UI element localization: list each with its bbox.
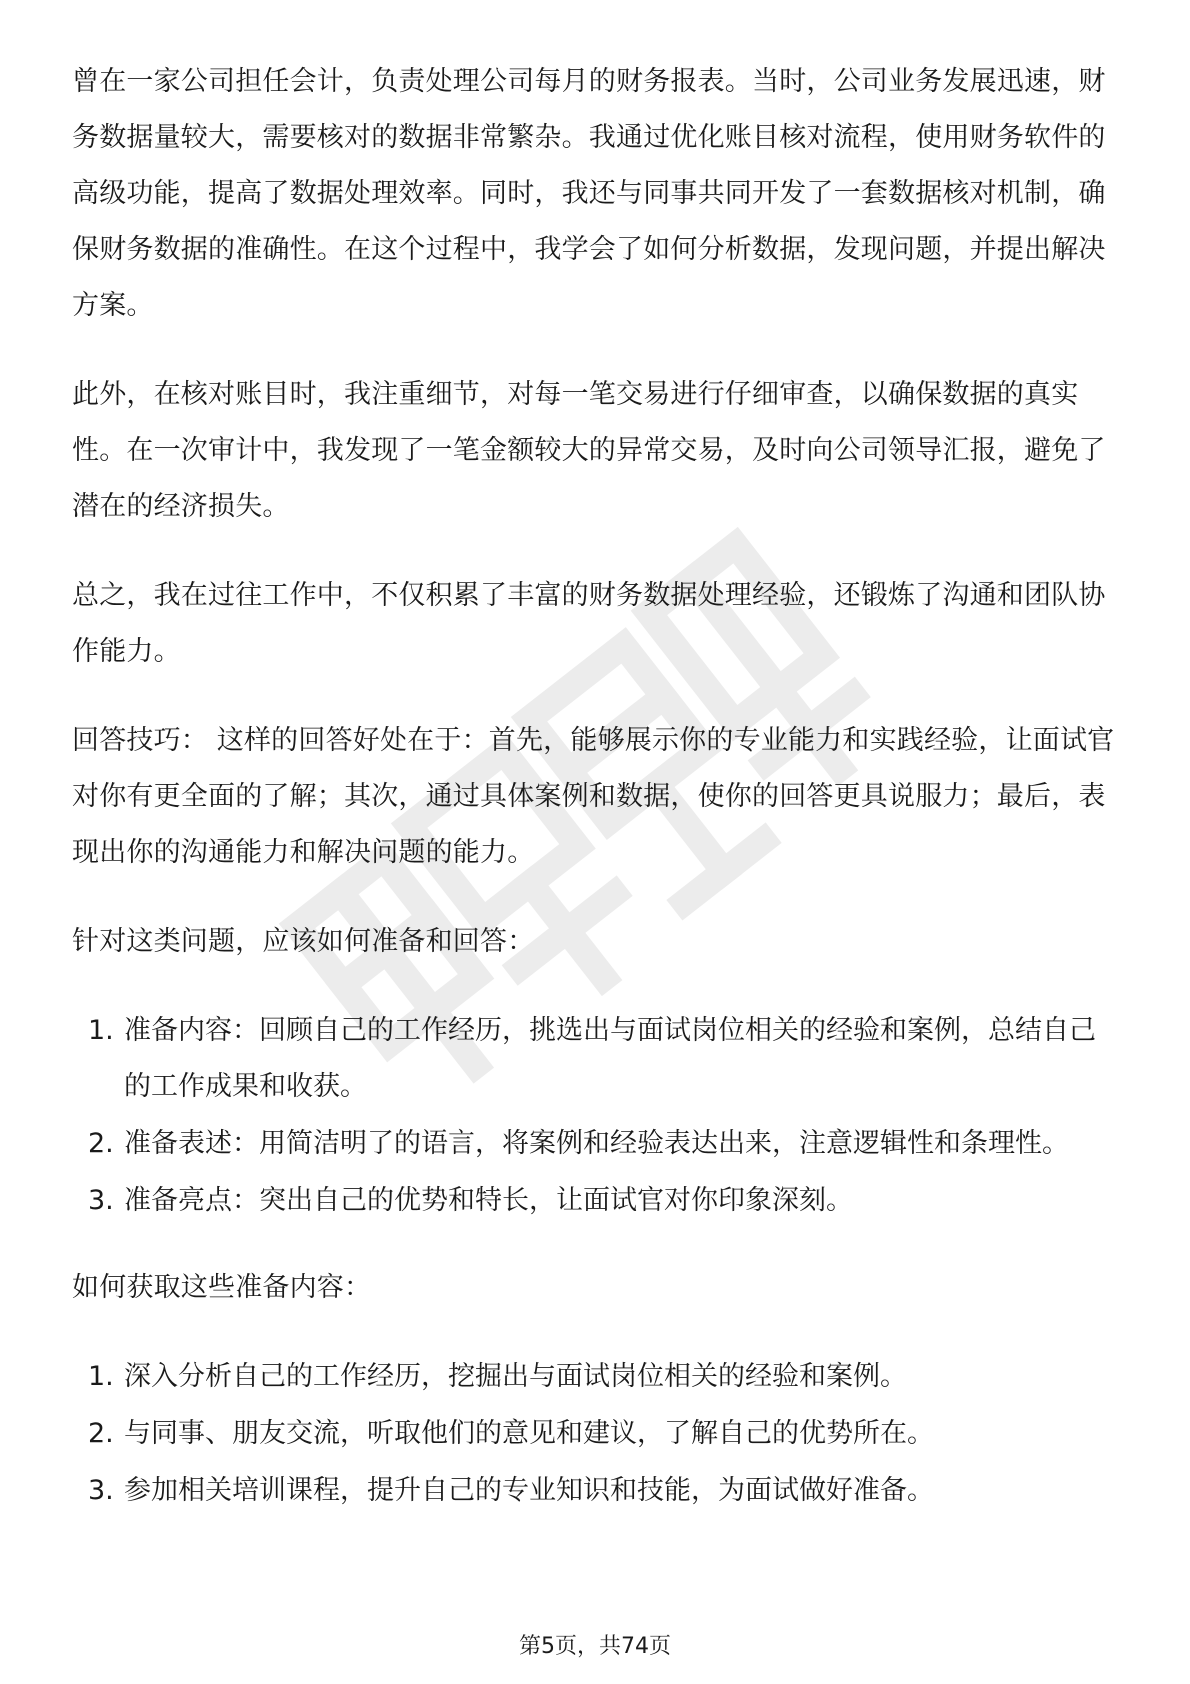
paragraph-answer-tips: 回答技巧： 这样的回答好处在于：首先，能够展示你的专业能力和实践经验，让面试官对你有更全面的了解；其次，通过具体案例和数据，使你的回答更具说服力；最后，表现出你的沟通能力和解决问题的能力。 [72, 725, 1115, 868]
list-item [72, 1173, 1118, 1229]
list-number: 1. [88, 1361, 114, 1392]
paragraph-how-to-obtain: 如何获取这些准备内容： [72, 1272, 372, 1303]
list-number: 2. [88, 1418, 114, 1449]
list-item-text: 深入分析自己的工作经历，挖掘出与面试岗位相关的经验和案例。 [124, 1361, 907, 1392]
list-item [72, 1349, 1118, 1405]
list-item-text: 准备内容：回顾自己的工作经历，挑选出与面试岗位相关的经验和案例，总结自己的工作成果和收获。 [124, 1015, 1096, 1102]
prepare-list [72, 1003, 1118, 1229]
list-number: 3. [88, 1475, 114, 1506]
list-item-text: 与同事、朋友交流，听取他们的意见和建议，了解自己的优势所在。 [124, 1418, 934, 1449]
list-number: 3. [88, 1185, 114, 1216]
paragraph-detail: 此外，在核对账目时，我注重细节，对每一笔交易进行仔细审查，以确保数据的真实性。在一次审计中，我发现了一笔金额较大的异常交易，及时向公司领导汇报，避免了潜在的经济损失。 [72, 379, 1106, 522]
page-number-footer: 第5页，共74页 [519, 1634, 671, 1659]
list-item [72, 1463, 1118, 1519]
list-item-text: 准备亮点：突出自己的优势和特长，让面试官对你印象深刻。 [124, 1185, 853, 1216]
list-number: 1. [88, 1015, 114, 1046]
list-number: 2. [88, 1128, 114, 1159]
paragraph-experience: 曾在一家公司担任会计，负责处理公司每月的财务报表。当时，公司业务发展迅速，财务数据量较大，需要核对的数据非常繁杂。我通过优化账目核对流程，使用财务软件的高级功能，提高了数据处理效率。同时，我还与同事共同开发了一套数据核对机制，确保财务数据的准确性。在这个过程中，我学会了如何分析数据，发现问题，并提出解决方案。 [72, 66, 1106, 321]
paragraph-summary: 总之，我在过往工作中，不仅积累了丰富的财务数据处理经验，还锻炼了沟通和团队协作能力。 [72, 580, 1106, 667]
obtain-list [72, 1349, 1118, 1519]
list-item [72, 1406, 1118, 1462]
list-item-text: 参加相关培训课程，提升自己的专业知识和技能，为面试做好准备。 [124, 1475, 934, 1506]
document-body [72, 54, 1118, 1550]
list-item-text: 准备表述：用简洁明了的语言，将案例和经验表达出来，注意逻辑性和条理性。 [124, 1128, 1069, 1159]
list-item [72, 1116, 1118, 1172]
paragraph-how-to-prepare: 针对这类问题，应该如何准备和回答： [72, 926, 535, 957]
list-item [72, 1003, 1118, 1115]
